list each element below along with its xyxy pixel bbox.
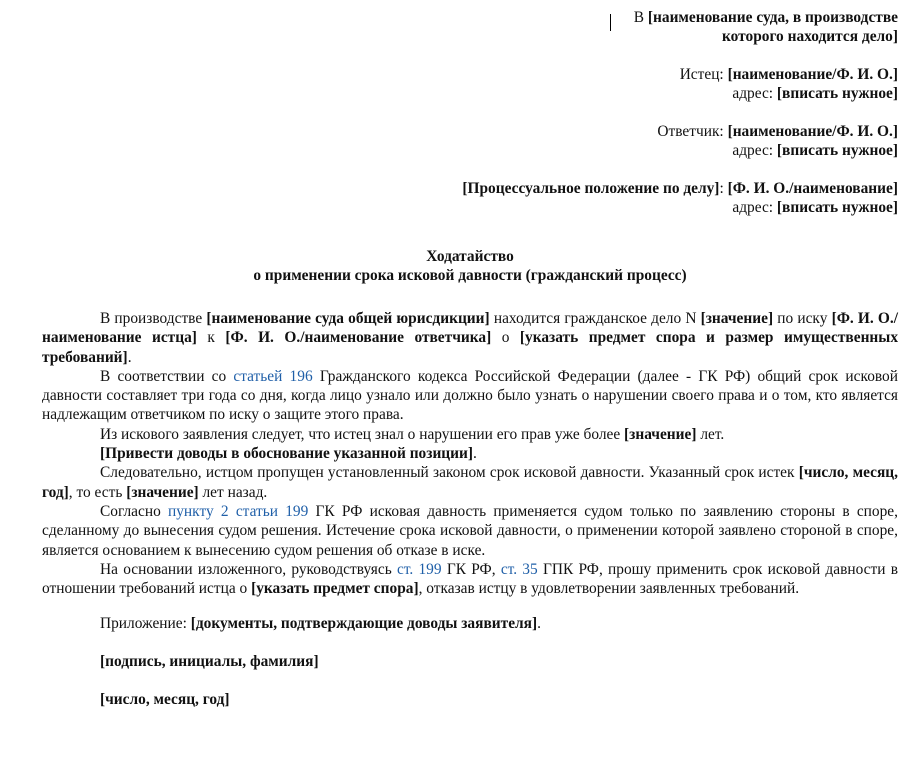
- court-placeholder-2: которого находится дело]: [721, 28, 898, 45]
- third-party-line: [Процессуальное положение по делу]: [Ф. И. О./наименование]: [462, 180, 898, 197]
- court-placeholder-1: [наименование суда, в производстве: [647, 9, 898, 26]
- defendant-placeholder: [наименование/Ф. И. О.]: [727, 123, 898, 140]
- plaintiff-address-line: адрес: [вписать нужное]: [732, 85, 898, 102]
- link-article-35[interactable]: ст. 35: [500, 560, 538, 578]
- title-line-2: о применении срока исковой давности (гражданский процесс): [253, 267, 687, 284]
- paragraph-2: В соответствии со статьей 196 Гражданского кодекса Российской Федерации (далее - ГК РФ) общий срок исковой давности составляет три года со дня, когда лицо узнало или должно было узнать о нарушении своего права и о том, кто является надлежащим ответчиком по иску о защите этого права.: [42, 367, 898, 424]
- link-article-196[interactable]: статьей 196: [233, 367, 313, 385]
- role-placeholder: [Процессуальное положение по делу]: [462, 180, 720, 197]
- document-title: [42, 247, 898, 285]
- third-party-placeholder: [Ф. И. О./наименование]: [727, 180, 898, 197]
- plaintiff-line: Истец: [наименование/Ф. И. О.]: [679, 66, 898, 83]
- third-party-address-line: адрес: [вписать нужное]: [732, 199, 898, 216]
- paragraph-5: Следовательно, истцом пропущен установленный законом срок исковой давности. Указанный срок истек [число, месяц, год], то есть [значение] лет назад.: [42, 464, 898, 501]
- link-point-2-article-199[interactable]: пункту 2 статьи 199: [168, 502, 309, 520]
- link-article-199[interactable]: ст. 199: [396, 560, 442, 578]
- defendant-address-line: адрес: [вписать нужное]: [732, 142, 898, 159]
- title-line-1: Ходатайство: [426, 248, 514, 265]
- paragraph-6: Согласно пункту 2 статьи 199 ГК РФ исковая давность применяется судом только по заявлению стороны в споре, сделанному до вынесения судом решения. Истечение срока исковой давности, о применении которой заявлено стороной в споре, является основанием к вынесению судом решения об отказе в иске.: [42, 502, 898, 559]
- paragraph-7: На основании изложенного, руководствуясь ст. 199 ГК РФ, ст. 35 ГПК РФ, прошу применить срок исковой давности в отношении требований истца о [указать предмет спора], отказав истцу в удовлетворении заявленных требований.: [42, 560, 898, 598]
- document-body: [42, 309, 898, 598]
- document-page: [42, 8, 898, 709]
- date-line: [число, месяц, год]: [100, 691, 230, 709]
- addressee-block: [42, 8, 898, 217]
- court-line-1: В [наименование суда, в производстве: [633, 9, 898, 26]
- signature-line: [подпись, инициалы, фамилия]: [100, 653, 319, 671]
- attachment-line: Приложение: [документы, подтверждающие доводы заявителя].: [100, 615, 541, 633]
- defendant-line: Ответчик: [наименование/Ф. И. О.]: [657, 123, 898, 140]
- paragraph-3: Из искового заявления следует, что истец знал о нарушении его прав уже более [значение] лет.: [100, 425, 725, 443]
- plaintiff-placeholder: [наименование/Ф. И. О.]: [727, 66, 898, 83]
- paragraph-1: В производстве [наименование суда общей юрисдикции] находится гражданское дело N [значение] по иску [Ф. И. О./наименование истца] к [Ф. И. О./наименование ответчика] о [указать предмет спора и размер имущественных требований].: [42, 310, 899, 366]
- court-line-2: [42, 27, 898, 46]
- paragraph-4: [Привести доводы в обоснование указанной позиции].: [100, 445, 477, 463]
